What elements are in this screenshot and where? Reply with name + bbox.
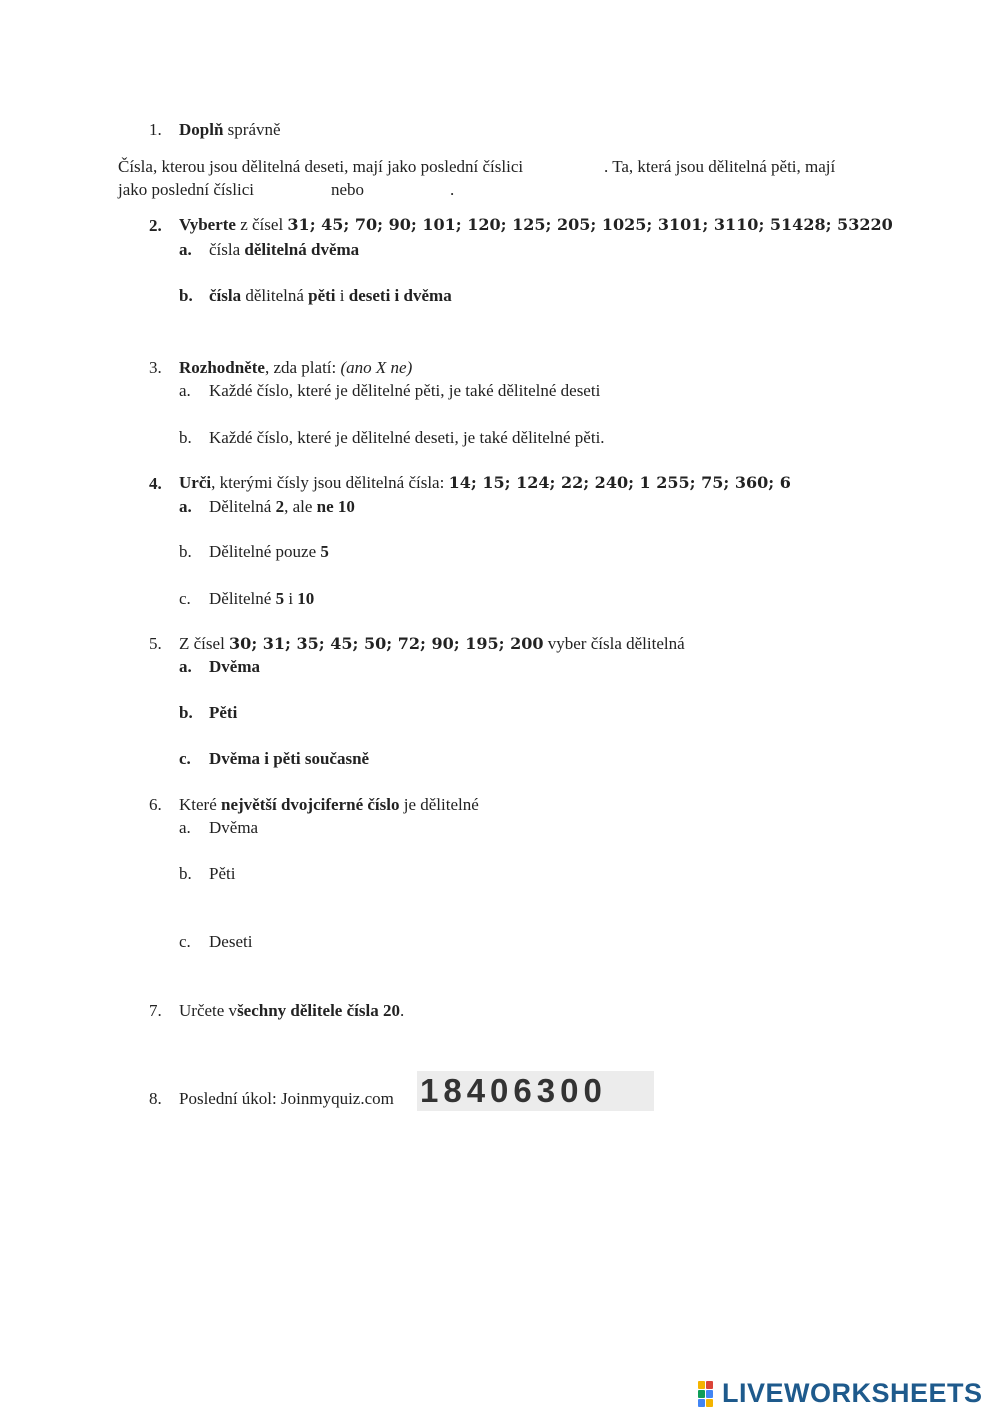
q5b-text: Pěti <box>209 703 238 722</box>
q2a-text: čísla dělitelná dvěma <box>209 240 360 259</box>
q3b-letter: b. <box>179 428 192 447</box>
q1-line1-end: . Ta, která jsou dělitelná pěti, mají <box>604 157 836 176</box>
q6-heading: Které největší dvojciferné číslo je dělitelné <box>179 795 479 814</box>
q5-heading: Z čísel 30; 31; 35; 45; 50; 72; 90; 195; 200 vyber čísla dělitelná <box>179 634 685 653</box>
q6a-text: Dvěma <box>209 818 259 837</box>
liveworksheets-logo-text: LIVEWORKSHEETS <box>722 1377 983 1408</box>
q3a-text: Každé číslo, které je dělitelné pěti, je také dělitelné deseti <box>209 381 601 400</box>
q5-numbers: 30; 31; 35; 45; 50; 72; 90; 195; 200 <box>229 634 544 653</box>
q3-number: 3. <box>149 358 162 377</box>
q5a-text: Dvěma <box>209 657 260 676</box>
quiz-code: 18406300 <box>417 1071 654 1111</box>
q5c-letter: c. <box>179 749 191 768</box>
q4c-letter: c. <box>179 589 191 608</box>
q4b-text: Dělitelné pouze 5 <box>209 542 329 561</box>
q4b-letter: b. <box>179 542 192 561</box>
q4c-text: Dělitelné 5 i 10 <box>209 589 315 608</box>
q4a-letter: a. <box>179 497 192 516</box>
q6b-text: Pěti <box>209 864 236 883</box>
q5a-letter: a. <box>179 657 192 676</box>
q3-heading: Rozhodněte, zda platí: (ano X ne) <box>179 358 413 377</box>
q3a-letter: a. <box>179 381 191 400</box>
q5-number: 5. <box>149 634 162 653</box>
liveworksheets-logo-icon <box>698 1379 720 1407</box>
q6a-letter: a. <box>179 818 191 837</box>
q1-line1-start: Čísla, kterou jsou dělitelná deseti, mají jako poslední číslici <box>118 157 524 176</box>
q8-text: Poslední úkol: Joinmyquiz.com <box>179 1089 394 1108</box>
q6c-letter: c. <box>179 932 191 951</box>
q1-number: 1. <box>149 120 162 139</box>
q3b-text: Každé číslo, které je dělitelné deseti, je také dělitelné pěti. <box>209 428 605 447</box>
q2b-text: čísla dělitelná pěti i deseti i dvěma <box>209 286 452 305</box>
q2-heading <box>179 215 893 235</box>
q1-heading <box>179 120 281 140</box>
q1-line2-start: jako poslední číslici <box>118 180 254 199</box>
q1-line2-nebo: nebo <box>331 180 365 199</box>
q4-heading: Urči, kterými čísly jsou dělitelná čísla: 14; 15; 124; 22; 240; 1 255; 75; 360; 6 <box>179 473 791 492</box>
liveworksheets-logo[interactable] <box>698 1378 983 1408</box>
q7-number: 7. <box>149 1001 162 1020</box>
q2a-letter: a. <box>179 240 192 259</box>
q4-number: 4. <box>149 474 162 493</box>
q2-number: 2. <box>149 216 162 235</box>
q4-numbers: 14; 15; 124; 22; 240; 1 255; 75; 360; 6 <box>448 473 791 492</box>
q6-number: 6. <box>149 795 162 814</box>
q6b-letter: b. <box>179 864 192 883</box>
q5c-text: Dvěma i pěti současně <box>209 749 370 768</box>
q8-number: 8. <box>149 1089 162 1108</box>
q6c-text: Deseti <box>209 932 253 951</box>
q5b-letter: b. <box>179 703 193 722</box>
q7-heading: Určete všechny dělitele čísla 20. <box>179 1001 405 1020</box>
q2-heading-bold: Vyberte <box>179 215 236 234</box>
q1-heading-rest: správně <box>223 120 281 139</box>
q4a-text: Dělitelná 2, ale ne 10 <box>209 497 355 516</box>
q2-numbers: 31; 45; 70; 90; 101; 120; 125; 205; 1025; 3101; 3110; 51428; 53220 <box>287 215 893 234</box>
q2-heading-mid: z čísel <box>235 215 288 234</box>
q2b-letter: b. <box>179 286 193 305</box>
q1-line2-period: . <box>450 180 455 199</box>
q1-heading-bold: Doplň <box>179 120 224 139</box>
